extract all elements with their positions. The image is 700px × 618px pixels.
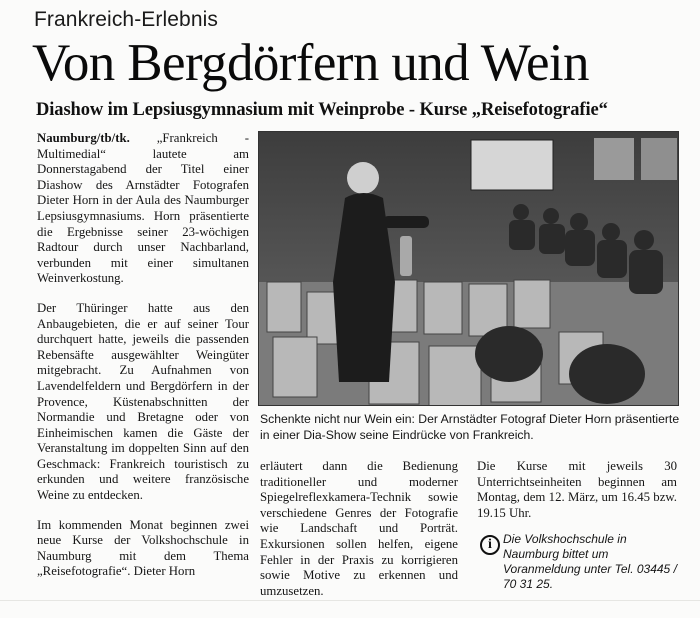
photo-illustration [259,132,679,406]
article-column-1 [37,131,249,580]
article-paragraph: Im kommenden Monat beginnen zwei neue Kurse der Volkshochschule in Naumburg mit dem Thema „Reisefotografie“. Dieter Horn [37,517,249,579]
projection-screen [471,140,553,190]
dateline: Naumburg/tb/tk. [37,131,130,145]
paragraph-text: „Frankreich - Multimedial“ lautete am Donnerstagabend der Titel einer Diashow des Arnstädter Fotografen Dieter Horn in der Aula des Naumburger Lepsiusgymnasiums. Horn präsentierte die Ergebnisse seiner 23-wöchigen Radtour durch unser Nachbarland, verbunden mit einer simultanen Weinverkostung. [37,131,249,286]
article-column-3 [477,459,677,521]
info-icon: i [480,535,500,555]
article-paragraph [37,131,249,287]
article-kicker: Frankreich-Erlebnis [34,8,218,31]
window [594,138,634,180]
article-column-2 [260,459,458,599]
article-headline: Von Bergdörfern und Wein [32,34,589,92]
info-text: Die Volkshochschule in Naumburg bittet um Voranmeldung unter Tel. 03445 / 70 31 25. [503,532,677,591]
photo-caption: Schenkte nicht nur Wein ein: Der Arnstädter Fotograf Dieter Horn präsentierte in einer Dia-Show seine Eindrücke von Frankreich. [260,412,680,442]
article-paragraph: Die Kurse mit jeweils 30 Unterrichtseinheiten beginnen am Montag, dem 12. März, um 16.45 bzw. 19.15 Uhr. [477,459,677,520]
article-subheadline: Diashow im Lepsiusgymnasium mit Weinprobe - Kurse „Reisefotografie“ [36,100,608,120]
article-paragraph: Der Thüringer hatte aus den Anbaugebieten, die er auf seiner Tour durchquert hatte, jeweils die passenden Rebensäfte ausgewählter Weingüter mitgebracht. Zu Aufnahmen von Lavendelfeldern und Bergdörfern in der Provence, Küstenabschnitten der Normandie und Bretagne oder von Einheimischen kamen die Gäste der Veranstaltung im doppelten Sinn auf den Geschmack: Frankreich touristisch zu erkunden und weitere französische Weine zu entdecken. [37,300,249,503]
article-photo [258,131,679,406]
info-box [480,532,680,592]
article-paragraph: erläutert dann die Bedienung traditioneller und moderner Spiegelreflexkamera-Technik sowie verschiedene Genres der Fotografie wie Landschaft und Porträt. Exkursionen sollen helfen, eigene Fehler in der Praxis zu korrigieren sowie Motive zu erkennen und umzusetzen. [260,459,458,598]
window [641,138,677,180]
page-edge-rule [0,600,700,601]
